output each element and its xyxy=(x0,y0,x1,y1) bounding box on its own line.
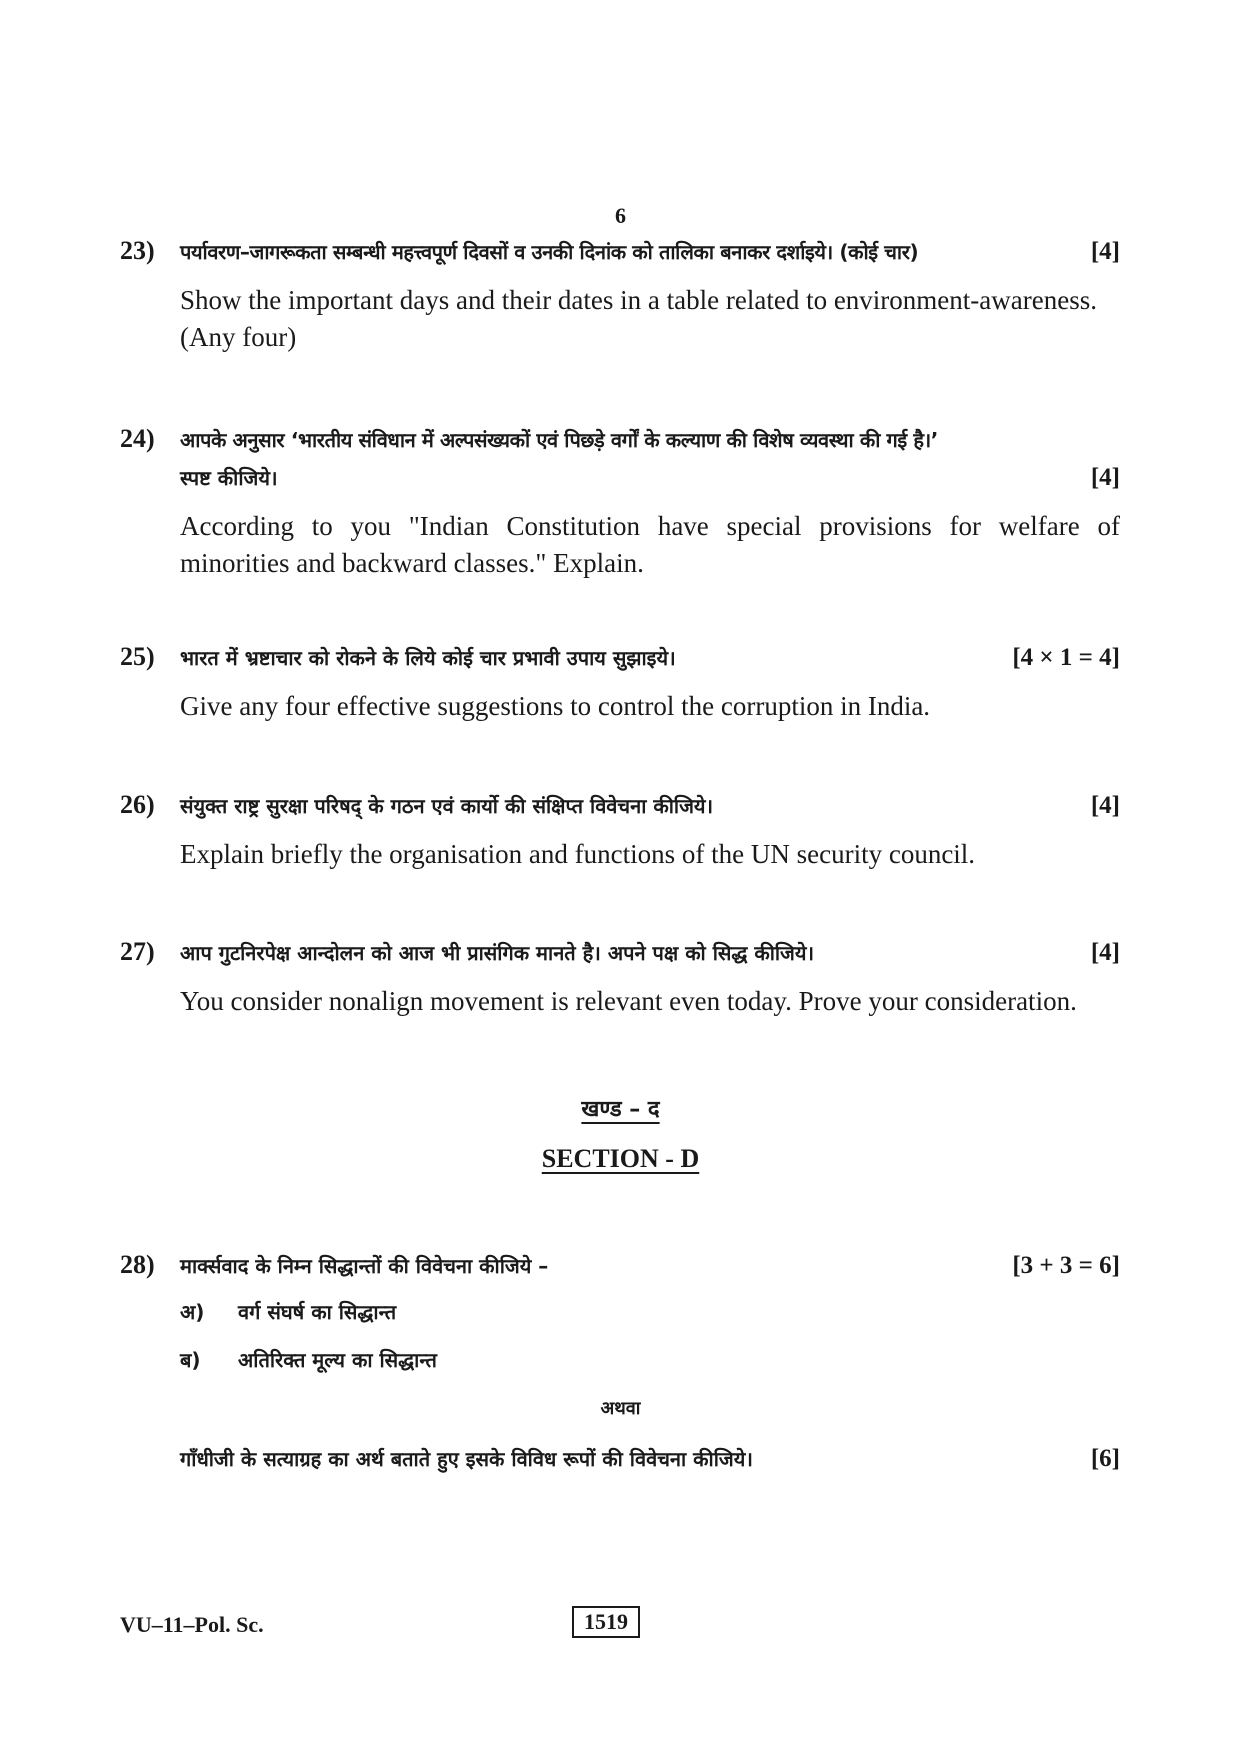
page-number: 6 xyxy=(615,203,626,228)
question-24 xyxy=(120,424,1120,582)
question-hindi-text-line2: स्पष्ट कीजिये। xyxy=(180,466,278,490)
sub-item-b xyxy=(180,1346,437,1373)
question-english-text: Explain briefly the organisation and functions of the UN security council. xyxy=(180,839,976,869)
or-separator: अथवा xyxy=(600,1398,641,1419)
question-english-text: Give any four effective suggestions to control the corruption in India. xyxy=(180,691,931,721)
sub-item-label: ब) xyxy=(180,1348,201,1372)
question-hindi-text: आपके अनुसार ‘भारतीय संविधान में अल्पसंख्यकों एवं पिछड़े वर्गों के कल्याण की विशेष व्यवस्था की गई है।’ xyxy=(180,428,938,452)
question-hindi-text: भारत में भ्रष्टाचार को रोकने के लिये कोई चार प्रभावी उपाय सुझाइये। xyxy=(180,646,676,670)
question-english-text: Show the important days and their dates in a table related to environment-awareness. (Any four) xyxy=(180,285,1097,352)
question-26 xyxy=(120,790,1120,873)
question-hindi-text: पर्यावरण–जागरूकता सम्बन्धी महत्त्वपूर्ण दिवसों व उनकी दिनांक को तालिका बनाकर दर्शाइये। (कोई चार) xyxy=(180,240,919,264)
question-number: 24) xyxy=(120,424,155,453)
question-number: 28) xyxy=(120,1250,155,1279)
question-number: 27) xyxy=(120,937,155,966)
question-marks: [4 × 1 = 4] xyxy=(1012,644,1120,671)
question-marks: [4] xyxy=(1090,464,1120,491)
question-27 xyxy=(120,937,1120,1020)
question-hindi-text: आप गुटनिरपेक्ष आन्दोलन को आज भी प्रासंगिक मानते है। अपने पक्ष को सिद्ध कीजिये। xyxy=(180,941,815,965)
question-25 xyxy=(120,642,1120,725)
question-marks: [4] xyxy=(1090,939,1120,966)
sub-item-text: अतिरिक्त मूल्य का सिद्धान्त xyxy=(238,1348,437,1372)
question-hindi-text: मार्क्सवाद के निम्न सिद्धान्तों की विवेचना कीजिये – xyxy=(180,1254,549,1278)
page-code-box: 1519 xyxy=(572,1606,640,1638)
sub-item-a xyxy=(180,1298,396,1325)
question-marks: [4] xyxy=(1090,238,1120,265)
paper-code: VU–11–Pol. Sc. xyxy=(120,1612,264,1637)
question-23 xyxy=(120,236,1120,356)
sub-item-label: अ) xyxy=(180,1300,205,1324)
alternative-question xyxy=(180,1445,1120,1473)
question-number: 26) xyxy=(120,790,155,819)
question-hindi-text: संयुक्त राष्ट्र सुरक्षा परिषद् के गठन एवं कार्यो की संक्षिप्त विवेचना कीजिये। xyxy=(180,794,714,818)
section-heading-english: SECTION - D xyxy=(541,1144,700,1173)
question-number: 23) xyxy=(120,236,155,265)
question-marks: [3 + 3 = 6] xyxy=(1012,1252,1120,1279)
section-heading-hindi: खण्ड – द xyxy=(581,1097,660,1122)
question-english-text: According to you "Indian Constitution have special provisions for welfare of minorities and backward classes." Explain. xyxy=(180,511,1120,578)
question-number: 25) xyxy=(120,642,155,671)
alternative-question-marks: [6] xyxy=(1090,1445,1120,1472)
question-marks: [4] xyxy=(1090,792,1120,819)
question-english-text: You consider nonalign movement is relevant even today. Prove your consideration. xyxy=(180,986,1077,1016)
alternative-question-text: गाँधीजी के सत्याग्रह का अर्थ बताते हुए इसके विविध रूपों की विवेचना कीजिये। xyxy=(180,1447,753,1471)
sub-item-text: वर्ग संघर्ष का सिद्धान्त xyxy=(238,1300,397,1324)
question-28 xyxy=(120,1250,1120,1280)
